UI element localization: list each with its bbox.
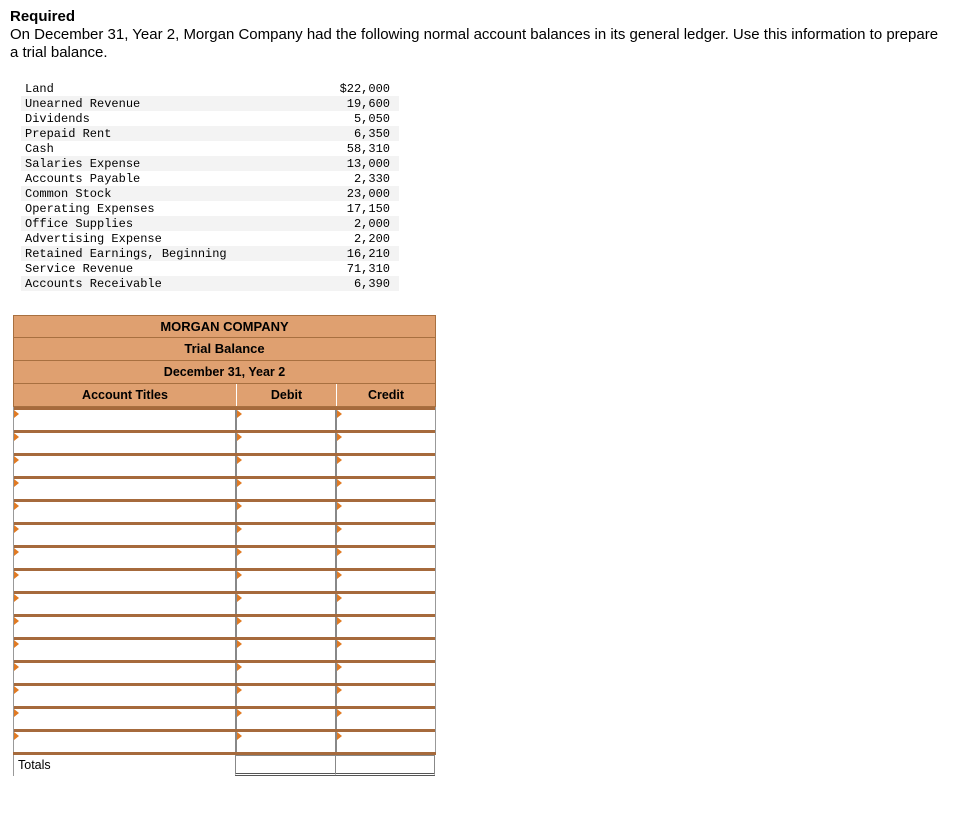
account-title-cell — [14, 479, 236, 499]
balance-account-name: Retained Earnings, Beginning — [25, 246, 227, 261]
account-title-input[interactable] — [14, 663, 235, 683]
balance-amount: 16,210 — [346, 246, 390, 261]
balance-account-name: Prepaid Rent — [25, 126, 112, 141]
dropdown-marker-icon — [237, 502, 242, 510]
balance-account-name: Dividends — [25, 111, 90, 126]
dropdown-marker-icon — [237, 594, 242, 602]
debit-cell — [236, 571, 336, 591]
account-title-cell — [14, 456, 236, 476]
account-title-input[interactable] — [14, 525, 235, 545]
credit-input[interactable] — [337, 433, 435, 453]
dropdown-marker-icon — [14, 617, 19, 625]
account-title-input[interactable] — [14, 709, 235, 729]
dropdown-marker-icon — [337, 686, 342, 694]
account-title-input[interactable] — [14, 686, 235, 706]
debit-input[interactable] — [237, 709, 335, 729]
balance-amount: 5,050 — [353, 111, 390, 126]
dropdown-marker-icon — [14, 640, 19, 648]
account-title-cell — [14, 663, 236, 683]
balance-row — [21, 96, 399, 111]
balance-row — [21, 216, 399, 231]
account-title-input[interactable] — [14, 548, 235, 568]
table-row — [14, 430, 435, 453]
dropdown-marker-icon — [14, 709, 19, 717]
table-row — [14, 660, 435, 683]
debit-cell — [236, 410, 336, 430]
credit-input[interactable] — [337, 410, 435, 430]
debit-cell — [236, 548, 336, 568]
credit-cell — [336, 617, 435, 637]
debit-cell — [236, 732, 336, 752]
dropdown-marker-icon — [14, 663, 19, 671]
account-title-cell — [14, 548, 236, 568]
balance-amount: 71,310 — [346, 261, 390, 276]
debit-input[interactable] — [237, 456, 335, 476]
debit-cell — [236, 502, 336, 522]
account-title-input[interactable] — [14, 594, 235, 614]
dropdown-marker-icon — [337, 663, 342, 671]
table-row — [14, 637, 435, 660]
debit-cell — [236, 686, 336, 706]
account-title-cell — [14, 525, 236, 545]
balance-account-name: Accounts Receivable — [25, 276, 162, 291]
credit-input[interactable] — [337, 594, 435, 614]
credit-cell — [336, 456, 435, 476]
dropdown-marker-icon — [237, 525, 242, 533]
table-row — [14, 568, 435, 591]
balance-account-name: Office Supplies — [25, 216, 134, 231]
balance-row — [21, 201, 399, 216]
debit-input[interactable] — [237, 502, 335, 522]
dropdown-marker-icon — [14, 525, 19, 533]
dropdown-marker-icon — [14, 433, 19, 441]
account-title-cell — [14, 617, 236, 637]
credit-input[interactable] — [337, 479, 435, 499]
balance-amount: 6,350 — [353, 126, 390, 141]
debit-input[interactable] — [237, 686, 335, 706]
account-title-input[interactable] — [14, 571, 235, 591]
dropdown-marker-icon — [337, 456, 342, 464]
credit-cell — [336, 640, 435, 660]
balance-row — [21, 231, 399, 246]
totals-row — [13, 752, 436, 776]
dropdown-marker-icon — [337, 709, 342, 717]
credit-input[interactable] — [337, 617, 435, 637]
account-title-cell — [14, 594, 236, 614]
dropdown-marker-icon — [337, 617, 342, 625]
debit-cell — [236, 663, 336, 683]
credit-cell — [336, 548, 435, 568]
credit-cell — [336, 571, 435, 591]
dropdown-marker-icon — [237, 571, 242, 579]
dropdown-marker-icon — [14, 502, 19, 510]
account-balances-list — [21, 81, 399, 291]
balance-amount: 23,000 — [346, 186, 390, 201]
table-row — [14, 453, 435, 476]
balance-amount: 17,150 — [346, 201, 390, 216]
dropdown-marker-icon — [14, 594, 19, 602]
dropdown-marker-icon — [337, 479, 342, 487]
balance-row — [21, 111, 399, 126]
debit-cell — [236, 709, 336, 729]
balance-row — [21, 81, 399, 96]
table-row — [14, 499, 435, 522]
dropdown-marker-icon — [237, 479, 242, 487]
balance-row — [21, 126, 399, 141]
credit-cell — [336, 709, 435, 729]
dropdown-marker-icon — [14, 479, 19, 487]
debit-input[interactable] — [237, 617, 335, 637]
trial-balance-form — [13, 315, 436, 776]
totals-label: Totals — [13, 755, 235, 776]
debit-input[interactable] — [237, 640, 335, 660]
balance-amount: 2,330 — [353, 171, 390, 186]
account-title-input[interactable] — [14, 479, 235, 499]
dropdown-marker-icon — [237, 548, 242, 556]
credit-input[interactable] — [337, 525, 435, 545]
account-title-cell — [14, 433, 236, 453]
balance-row — [21, 171, 399, 186]
balance-account-name: Advertising Expense — [25, 231, 162, 246]
balance-amount: 19,600 — [346, 96, 390, 111]
balance-account-name: Service Revenue — [25, 261, 134, 276]
table-row — [14, 706, 435, 729]
dropdown-marker-icon — [14, 732, 19, 740]
dropdown-marker-icon — [237, 617, 242, 625]
table-row — [14, 476, 435, 499]
balance-row — [21, 141, 399, 156]
account-title-cell — [14, 732, 236, 752]
dropdown-marker-icon — [237, 456, 242, 464]
account-title-input[interactable] — [14, 617, 235, 637]
dropdown-marker-icon — [337, 640, 342, 648]
debit-input[interactable] — [237, 732, 335, 752]
credit-total-cell[interactable] — [335, 755, 435, 776]
balance-account-name: Accounts Payable — [25, 171, 141, 186]
credit-cell — [336, 410, 435, 430]
account-title-cell — [14, 640, 236, 660]
balance-amount: 2,200 — [353, 231, 390, 246]
debit-input[interactable] — [237, 548, 335, 568]
debit-input[interactable] — [237, 594, 335, 614]
credit-header: Credit — [336, 384, 435, 406]
credit-cell — [336, 525, 435, 545]
debit-input[interactable] — [237, 433, 335, 453]
credit-input[interactable] — [337, 686, 435, 706]
company-name: MORGAN COMPANY — [13, 315, 436, 338]
credit-cell — [336, 479, 435, 499]
instructions — [10, 8, 940, 62]
debit-input[interactable] — [237, 525, 335, 545]
account-title-input[interactable] — [14, 456, 235, 476]
credit-input[interactable] — [337, 456, 435, 476]
credit-cell — [336, 663, 435, 683]
balance-row — [21, 246, 399, 261]
debit-input[interactable] — [237, 410, 335, 430]
balance-account-name: Cash — [25, 141, 54, 156]
account-title-input[interactable] — [14, 433, 235, 453]
dropdown-marker-icon — [337, 548, 342, 556]
table-row — [14, 729, 435, 752]
account-title-cell — [14, 709, 236, 729]
balance-account-name: Common Stock — [25, 186, 112, 201]
dropdown-marker-icon — [14, 548, 19, 556]
debit-input[interactable] — [237, 479, 335, 499]
account-title-input[interactable] — [14, 732, 235, 752]
credit-cell — [336, 732, 435, 752]
debit-total-cell[interactable] — [235, 755, 335, 776]
balance-amount: 13,000 — [346, 156, 390, 171]
account-title-input[interactable] — [14, 502, 235, 522]
dropdown-marker-icon — [337, 594, 342, 602]
credit-cell — [336, 433, 435, 453]
debit-input[interactable] — [237, 663, 335, 683]
dropdown-marker-icon — [237, 686, 242, 694]
balance-row — [21, 261, 399, 276]
credit-input[interactable] — [337, 640, 435, 660]
balance-amount: $22,000 — [339, 81, 390, 96]
account-title-cell — [14, 571, 236, 591]
debit-cell — [236, 594, 336, 614]
debit-input[interactable] — [237, 571, 335, 591]
debit-cell — [236, 525, 336, 545]
dropdown-marker-icon — [237, 433, 242, 441]
credit-input[interactable] — [337, 502, 435, 522]
account-title-cell — [14, 686, 236, 706]
required-heading: Required — [10, 8, 76, 25]
credit-input[interactable] — [337, 663, 435, 683]
credit-cell — [336, 686, 435, 706]
dropdown-marker-icon — [337, 525, 342, 533]
credit-cell — [336, 594, 435, 614]
account-title-input[interactable] — [14, 640, 235, 660]
entry-rows — [13, 407, 436, 752]
balance-amount: 2,000 — [353, 216, 390, 231]
balance-account-name: Operating Expenses — [25, 201, 155, 216]
dropdown-marker-icon — [237, 640, 242, 648]
table-row — [14, 407, 435, 430]
required-text: On December 31, Year 2, Morgan Company had the following normal account balances in its general ledger. Use this information to prepare a trial balance. — [10, 26, 939, 61]
debit-cell — [236, 479, 336, 499]
dropdown-marker-icon — [337, 433, 342, 441]
table-row — [14, 614, 435, 637]
account-title-cell — [14, 502, 236, 522]
dropdown-marker-icon — [14, 456, 19, 464]
balance-row — [21, 156, 399, 171]
dropdown-marker-icon — [237, 663, 242, 671]
dropdown-marker-icon — [337, 571, 342, 579]
dropdown-marker-icon — [237, 410, 242, 418]
credit-input[interactable] — [337, 571, 435, 591]
dropdown-marker-icon — [14, 571, 19, 579]
credit-cell — [336, 502, 435, 522]
debit-cell — [236, 433, 336, 453]
credit-input[interactable] — [337, 709, 435, 729]
balance-account-name: Salaries Expense — [25, 156, 141, 171]
dropdown-marker-icon — [337, 410, 342, 418]
account-title-input[interactable] — [14, 410, 235, 430]
balance-amount: 6,390 — [353, 276, 390, 291]
dropdown-marker-icon — [237, 732, 242, 740]
column-headers — [13, 384, 436, 407]
statement-date: December 31, Year 2 — [13, 361, 436, 384]
table-row — [14, 591, 435, 614]
dropdown-marker-icon — [337, 732, 342, 740]
debit-cell — [236, 640, 336, 660]
balance-row — [21, 276, 399, 291]
statement-title: Trial Balance — [13, 338, 436, 361]
credit-input[interactable] — [337, 732, 435, 752]
account-title-cell — [14, 410, 236, 430]
account-titles-header: Account Titles — [14, 384, 236, 406]
dropdown-marker-icon — [237, 709, 242, 717]
balance-row — [21, 186, 399, 201]
table-row — [14, 522, 435, 545]
balance-account-name: Land — [25, 81, 54, 96]
dropdown-marker-icon — [14, 410, 19, 418]
credit-input[interactable] — [337, 548, 435, 568]
debit-header: Debit — [236, 384, 336, 406]
dropdown-marker-icon — [14, 686, 19, 694]
dropdown-marker-icon — [337, 502, 342, 510]
balance-account-name: Unearned Revenue — [25, 96, 141, 111]
table-row — [14, 545, 435, 568]
table-row — [14, 683, 435, 706]
debit-cell — [236, 617, 336, 637]
debit-cell — [236, 456, 336, 476]
balance-amount: 58,310 — [346, 141, 390, 156]
